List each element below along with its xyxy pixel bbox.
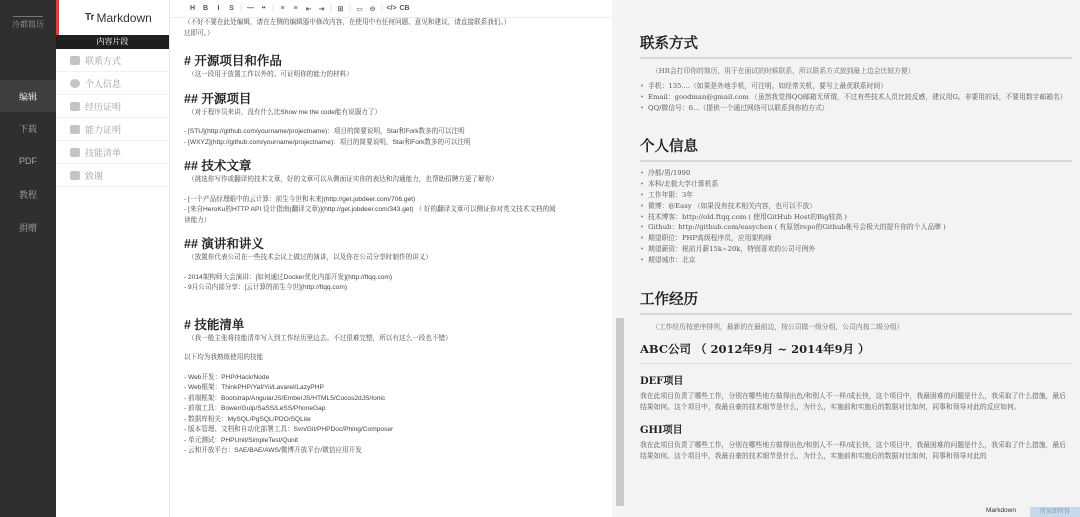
toolbar-bold-button[interactable]: B [202,5,209,12]
snippet-list [56,49,169,187]
editor-line: - 前端工具：Bower/Gulp/SaSS/LeSS/PhoneGap [184,405,326,412]
brand [56,0,169,35]
toolbar-heading-button[interactable]: H [189,5,196,12]
editor-line: - 前端框架：Bootstrap/AngularJS/EmberJS/HTML5/Cocos2dJS/Ionic [184,394,386,402]
editor-line [184,364,608,373]
snippet-label: 联系方式 [85,55,122,66]
preview-content [640,0,1072,505]
list-item: • Email：goodman@gmail.com （虽然我觉得QQ邮箱无所谓，不过有些技术人员比较反感，建议用G。非要用的话，不要用数字邮箱名） [640,92,1072,103]
snippet-item-skills[interactable] [56,141,169,164]
list-item: • 期望城市：北京 [640,255,1072,266]
user-icon [70,79,80,88]
personal-heading: 个人信息 [640,135,1072,162]
list-item: • 微博：@Easy （如果没有技术相关内容，也可以不放） [640,201,1072,212]
editor-line: （挑选你写作或翻译的技术文章，好的文章可以从侧面证实你的表达和沟通能力，也帮助招聘方更了解你） [188,176,498,183]
editor-text[interactable] [184,18,608,508]
toolbar-separator: | [349,5,351,12]
editor-line: - 单元测试：PHPUnit/SimpleTest/Qunit [184,436,298,444]
editor-line [184,294,608,303]
toolbar-image-button[interactable]: ▭ [356,5,363,13]
markdown-editor[interactable] [170,0,616,517]
logo-image [13,9,43,17]
editor-line: - Web开发：PHP/Hack/Node [184,373,270,381]
toolbar-outdent-button[interactable]: ⇤ [305,5,312,13]
editor-line: - [STU](http://github.com/yourname/projectname)：项目的简要说明，Star和Fork数多的可以注明 [184,128,465,135]
editor-line [184,186,608,195]
editor-line: （这一段用于放置工作以外的、可证明你的能力的材料） [188,71,353,78]
editor-heading-line: ## 演讲和讲义 [184,237,264,251]
editor-line: - 2014架构师大会演讲：[如何通过Docker优化内部开发](http://ftqq.com) [184,273,393,281]
editor-line: 读能力） [184,216,211,224]
work-note: （工作经历按逆序排列，最新的在最前边，按公司做一级分组，公司内按二级分组） [652,322,904,331]
snippet-item-thanks[interactable] [56,164,169,187]
toolbar-ordered-list-button[interactable]: ≡ [293,5,298,12]
toolbar-italic-button[interactable]: I [217,5,220,12]
project-heading: GHI项目 [640,424,683,436]
mode-wysiwyg[interactable]: 所见即所得 [1030,507,1080,517]
list-icon [70,148,80,157]
toolbar-separator: | [330,5,332,12]
snippet-label: 经历证明 [85,101,122,112]
list-item: • 冷都/男/1990 [640,168,1072,179]
toolbar-table-button[interactable]: ⊞ [337,5,344,13]
toolbar-quote-button[interactable]: ❝ [261,5,266,13]
snippet-item-personal[interactable] [56,72,169,95]
editor-heading-line: # 技能清单 [184,317,245,332]
editor-line: （我一般主张将技能清单写入到工作经历里边去。不过很难完整，所以有这么一段也不错） [188,334,452,342]
mode-markdown[interactable]: Markdown [986,507,1016,514]
contact-heading: 联系方式 [640,32,1072,59]
list-item: • 技术博客：http://old.ftqq.com ( 使用GitHub Host的Big较高 ) [640,212,1072,223]
rail-item-pdf[interactable]: PDF [19,156,37,166]
personal-list [640,168,1072,265]
list-item: • 手机：135....（如果是外地手机，可注明。如经常关机，要写上最优联系时间） [640,81,1072,92]
markdown-mark-icon: Tr [85,12,95,23]
toolbar-strike-button[interactable]: S [229,5,234,12]
editor-line: （放置你代表公司在一些技术会议上做过的演讲，以及你在公司分享时制作的讲义） [188,254,432,261]
editor-line: - [一个产品经理眼中的云计算：前生今世和未来](http://get.jobdeer.com/706.get) [184,195,416,203]
section-header: 内容片段 [56,35,169,49]
toolbar-separator: | [272,5,274,12]
editor-line: 过即可。） [184,29,214,37]
project-heading: DEF项目 [640,375,684,387]
rail-item-tutorial[interactable]: 教程 [18,189,37,200]
project-description: 我在此项目负责了哪些工作，分别在哪些地方做得出色/和别人不一样/成长快，这个项目中，我最困难的问题是什么，我采取了什么措施，最后结果如何。这个项目中，我最自豪的技术细节是什么，为什么，实施前和实施后的数据对比如何，同事和领导对此的 [640,440,1066,460]
company-heading: ABC公司 （ 2012年9月 ~ 2014年9月 ） [640,341,1072,364]
editor-line: - 版本管理、文档和自动化部署工具：Svn/Git/PHPDoc/Phing/Composer [184,426,394,433]
editor-toolbar [170,0,616,18]
project-description: 我在此项目负责了哪些工作，分别在哪些地方做得出色/和别人不一样/成长快，这个项目中，我最困难的问题是什么，我采取了什么措施，最后结果如何。这个项目中，我最自豪的技术细节是什么，为什么，实施前和实施后的数据对比如何，同事和领导对此的反应如何。 [640,391,1066,411]
snippet-item-experience[interactable] [56,95,169,118]
snippet-sidebar [56,0,170,517]
snippet-item-contact[interactable] [56,49,169,72]
toolbar-link-button[interactable]: ⊖ [369,5,376,13]
toolbar-indent-button[interactable]: ⇥ [318,5,325,13]
snippet-label: 致谢 [85,170,104,181]
toolbar-hr-button[interactable]: — [247,5,254,12]
toolbar-unordered-list-button[interactable]: ≡ [280,5,285,12]
rail-item-download[interactable]: 下载 [18,123,37,134]
editor-line: - Web框架：ThinkPHP/Yaf/Yii/Lavarel/LazyPHP [184,384,324,391]
rail-item-donate[interactable]: 捐赠 [18,222,37,233]
toolbar-separator: | [240,5,242,12]
list-item: • QQ/微信号：6...（提供一个通过网络可以联系到你的方式） [640,103,1072,114]
editor-line: - 数据库相关：MySQL/PgSQL/PDO/SQLite [184,415,311,423]
envelope-icon [70,56,80,65]
list-item: • 本科/北极大学计算机系 [640,179,1072,190]
flask-icon [70,125,80,134]
toolbar-code-block-button[interactable]: CB [399,5,410,12]
editor-line: （对于程序员来讲，没有什么比Show me the code能有说服力了） [188,108,382,116]
briefcase-icon [70,102,80,111]
editor-line: - [WXYZ](http://github.com/yourname/projectname)：项目的简要说明，Star和Fork数多的可以注明 [184,138,471,146]
app-logo[interactable] [0,0,56,38]
snippet-label: 技能清单 [85,147,122,158]
editor-line [184,118,608,127]
editor-heading-line: ## 技术文章 [184,159,252,173]
list-item: • 工作年限：3年 [640,190,1072,201]
editor-line: - 云和开放平台：SAE/BAE/AWS/微博开放平台/微信应用开发 [184,447,362,454]
editor-line: 以下均为我熟练使用的技能 [184,354,264,361]
snippet-item-ability[interactable] [56,118,169,141]
contact-list [640,81,1072,113]
status-bar [616,507,1080,517]
toolbar-code-button[interactable]: </> [386,5,397,12]
toolbar-separator: | [381,5,383,12]
resume-preview [616,0,1080,517]
editor-heading-line: # 开源项目和作品 [184,54,282,68]
app-rail [0,0,56,517]
thumbs-up-icon [70,171,80,180]
preview-scrollbar[interactable] [616,318,624,506]
editor-line: - 9月公司内部分享：[云计算的前生今世](http://ftqq.com) [184,284,348,291]
snippet-label: 个人信息 [85,78,122,89]
editor-line: （不好不要在此处编辑，请在左侧的编辑器中修改内容，在使用中有任何问题、意见和建议，请直接联系我们。） [184,19,511,26]
list-item: • 期望职位：PHP高级程序员，应用架构师 [640,233,1072,244]
contact-note: （HR会打印你的简历，用于在面试的时候联系，所以联系方式放到最上边会比较方便） [652,67,915,75]
brand-name: Markdown [96,10,152,25]
list-item: • 期望薪资：税前月薪15k~20k，特别喜欢的公司可例外 [640,244,1072,255]
list-item: • Github：http://github.com/easychen ( 有原创repo的Github帐号会极大的提升你的个人品牌 ) [640,222,1072,233]
logo-text: 冷都简历 [12,19,44,29]
editor-line [184,264,608,273]
rail-item-edit[interactable]: 编辑 [0,80,56,112]
editor-heading-line: ## 开源项目 [184,91,252,106]
snippet-label: 能力证明 [85,124,122,135]
work-heading: 工作经历 [640,288,1072,315]
editor-line [184,344,608,353]
editor-line: - [来自HeroKu的HTTP API 设计指南(翻译文章)](http://get.jobdeer.com/343.get) （ 好的翻译文章可以侧证你对英文技术文档的阅 [184,206,556,213]
